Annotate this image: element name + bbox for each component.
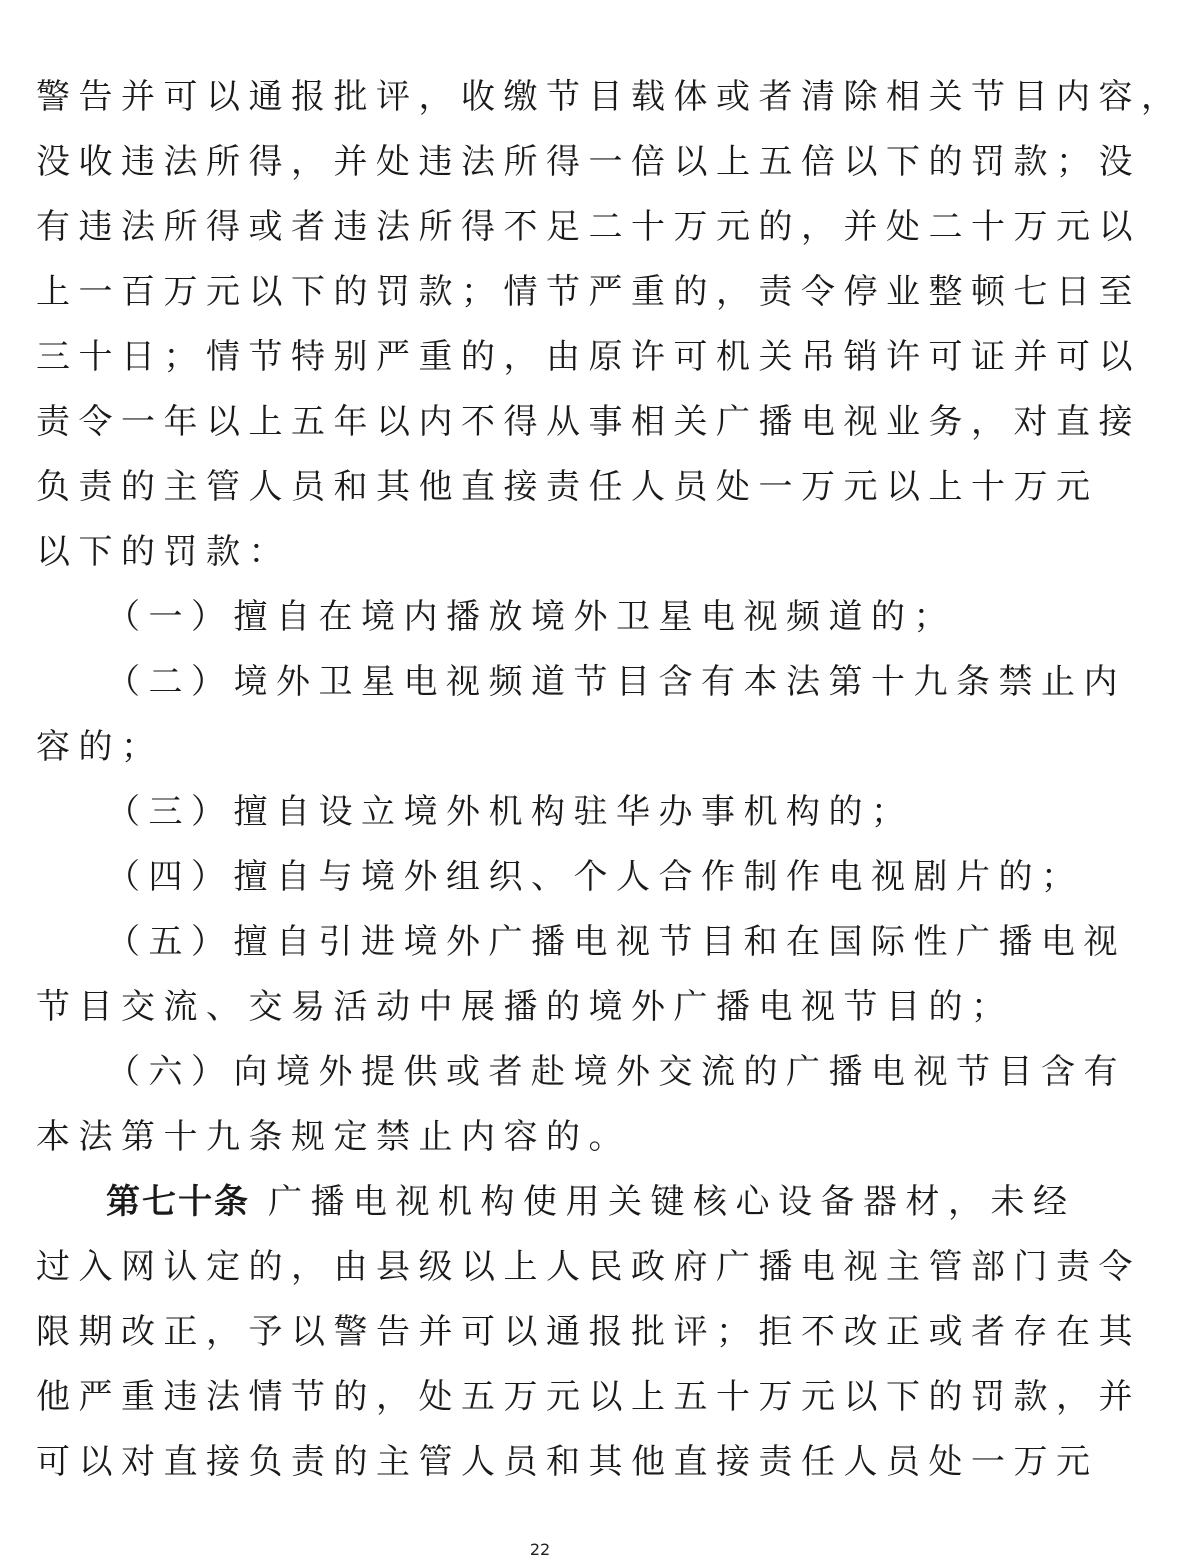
list-item: （二）境外卫星电视频道节目含有本法第十九条禁止内: [106, 662, 1126, 702]
list-item-continuation: 节目交流、交易活动中展播的境外广播电视节目的；: [36, 987, 1014, 1027]
article-line: 可以对直接负责的主管人员和其他直接责任人员处一万元: [36, 1442, 1099, 1482]
body-line: 上一百万元以下的罚款；情节严重的，责令停业整顿七日至: [36, 272, 1141, 312]
list-item-continuation: 容的；: [36, 727, 164, 767]
article-text: 广播电视机构使用关键核心设备器材，未经: [268, 1182, 1076, 1222]
article-line: 过入网认定的，由县级以上人民政府广播电视主管部门责令: [36, 1247, 1141, 1287]
body-line: 以下的罚款：: [36, 532, 291, 572]
body-line: 负责的主管人员和其他直接责任人员处一万元以上十万元: [36, 467, 1099, 507]
list-item: （一）擅自在境内播放境外卫星电视频道的；: [106, 597, 956, 637]
list-item: （五）擅自引进境外广播电视节目和在国际性广播电视: [106, 922, 1126, 962]
article-first-line: [106, 1169, 1076, 1235]
article-line: 他严重违法情节的，处五万元以上五十万元以下的罚款，并: [36, 1377, 1141, 1417]
list-item-continuation: 本法第十九条规定禁止内容的。: [36, 1117, 631, 1157]
body-line: 没收违法所得，并处违法所得一倍以上五倍以下的罚款；没: [36, 142, 1141, 182]
list-item: （四）擅自与境外组织、个人合作制作电视剧片的；: [106, 857, 1084, 897]
page-number: 22: [529, 1540, 551, 1559]
body-line: 责令一年以上五年以内不得从事相关广播电视业务，对直接: [36, 402, 1141, 442]
body-line: 有违法所得或者违法所得不足二十万元的，并处二十万元以: [36, 207, 1141, 247]
list-item: （六）向境外提供或者赴境外交流的广播电视节目含有: [106, 1052, 1126, 1092]
article-heading: 第七十条: [106, 1182, 250, 1222]
body-line: 三十日；情节特别严重的，由原许可机关吊销许可证并可以: [36, 337, 1141, 377]
list-item: （三）擅自设立境外机构驻华办事机构的；: [106, 792, 914, 832]
body-line: 警告并可以通报批评，收缴节目载体或者清除相关节目内容，: [36, 77, 1184, 117]
article-line: 限期改正，予以警告并可以通报批评；拒不改正或者存在其: [36, 1312, 1141, 1352]
